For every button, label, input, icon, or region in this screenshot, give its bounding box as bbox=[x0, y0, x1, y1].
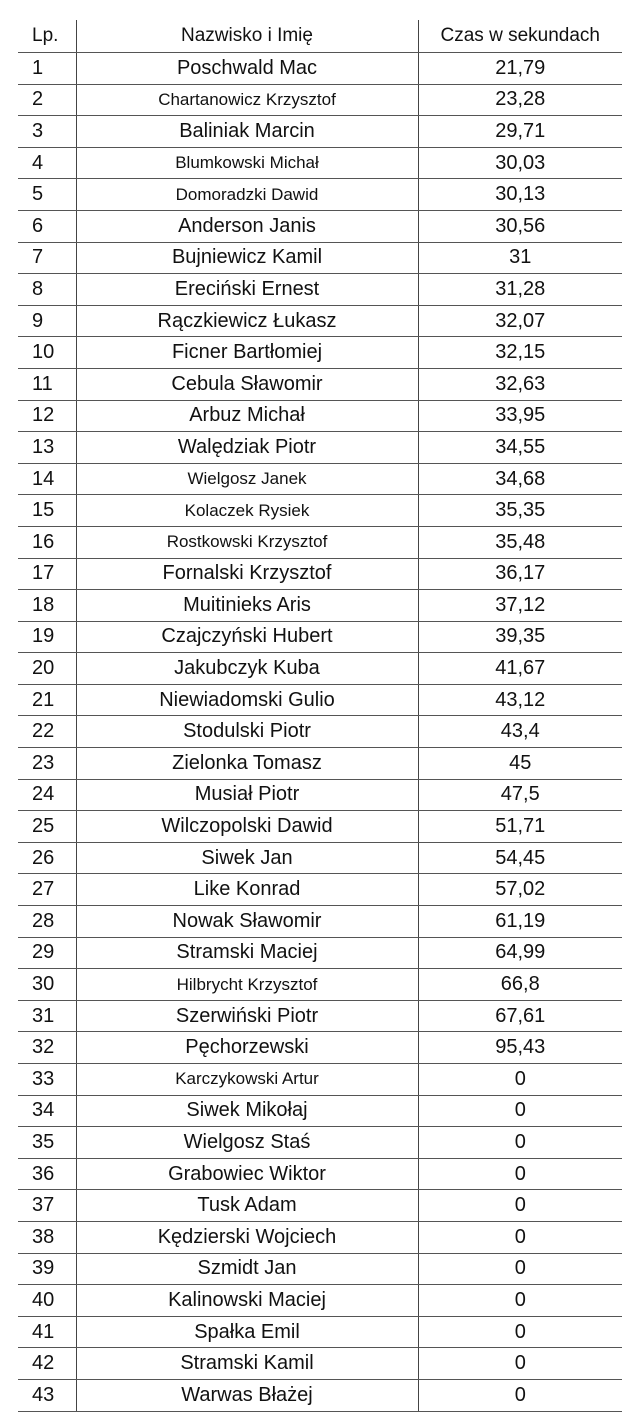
cell-lp: 20 bbox=[18, 653, 76, 685]
cell-time: 67,61 bbox=[418, 1000, 622, 1032]
table-row bbox=[18, 242, 622, 274]
cell-name: Muitinieks Aris bbox=[76, 590, 418, 622]
table-row bbox=[18, 1253, 622, 1285]
table-row bbox=[18, 1095, 622, 1127]
table-body bbox=[18, 53, 622, 1412]
cell-time: 35,35 bbox=[418, 495, 622, 527]
table-row bbox=[18, 1379, 622, 1411]
table-row bbox=[18, 716, 622, 748]
table-row bbox=[18, 906, 622, 938]
cell-name: Ereciński Ernest bbox=[76, 274, 418, 306]
cell-time: 66,8 bbox=[418, 969, 622, 1001]
table-row bbox=[18, 1158, 622, 1190]
table-row bbox=[18, 1316, 622, 1348]
cell-lp: 42 bbox=[18, 1348, 76, 1380]
cell-time: 39,35 bbox=[418, 621, 622, 653]
cell-lp: 14 bbox=[18, 463, 76, 495]
cell-time: 0 bbox=[418, 1095, 622, 1127]
cell-name: Niewiadomski Gulio bbox=[76, 684, 418, 716]
table-row bbox=[18, 53, 622, 85]
cell-lp: 25 bbox=[18, 811, 76, 843]
cell-time: 31,28 bbox=[418, 274, 622, 306]
cell-time: 41,67 bbox=[418, 653, 622, 685]
cell-lp: 26 bbox=[18, 842, 76, 874]
cell-lp: 13 bbox=[18, 432, 76, 464]
cell-lp: 28 bbox=[18, 906, 76, 938]
cell-lp: 3 bbox=[18, 116, 76, 148]
cell-name: Kędzierski Wojciech bbox=[76, 1221, 418, 1253]
cell-name: Ficner Bartłomiej bbox=[76, 337, 418, 369]
cell-lp: 8 bbox=[18, 274, 76, 306]
table-row bbox=[18, 811, 622, 843]
cell-name: Zielonka Tomasz bbox=[76, 748, 418, 780]
cell-lp: 18 bbox=[18, 590, 76, 622]
cell-lp: 15 bbox=[18, 495, 76, 527]
cell-name: Musiał Piotr bbox=[76, 779, 418, 811]
column-header-time: Czas w sekundach bbox=[418, 20, 622, 53]
table-row bbox=[18, 1032, 622, 1064]
cell-time: 21,79 bbox=[418, 53, 622, 85]
cell-time: 31 bbox=[418, 242, 622, 274]
cell-name: Wilczopolski Dawid bbox=[76, 811, 418, 843]
cell-name: Poschwald Mac bbox=[76, 53, 418, 85]
cell-name: Domoradzki Dawid bbox=[76, 179, 418, 211]
cell-time: 0 bbox=[418, 1253, 622, 1285]
cell-lp: 11 bbox=[18, 368, 76, 400]
cell-time: 35,48 bbox=[418, 526, 622, 558]
table-row bbox=[18, 274, 622, 306]
cell-time: 0 bbox=[418, 1285, 622, 1317]
cell-name: Arbuz Michał bbox=[76, 400, 418, 432]
cell-time: 0 bbox=[418, 1190, 622, 1222]
cell-name: Blumkowski Michał bbox=[76, 147, 418, 179]
cell-lp: 23 bbox=[18, 748, 76, 780]
cell-name: Baliniak Marcin bbox=[76, 116, 418, 148]
cell-lp: 29 bbox=[18, 937, 76, 969]
table-row bbox=[18, 1221, 622, 1253]
cell-time: 47,5 bbox=[418, 779, 622, 811]
cell-name: Nowak Sławomir bbox=[76, 906, 418, 938]
cell-name: Czajczyński Hubert bbox=[76, 621, 418, 653]
table-row bbox=[18, 1064, 622, 1096]
table-row bbox=[18, 748, 622, 780]
cell-time: 64,99 bbox=[418, 937, 622, 969]
cell-lp: 33 bbox=[18, 1064, 76, 1096]
table-row bbox=[18, 179, 622, 211]
cell-lp: 5 bbox=[18, 179, 76, 211]
table-row bbox=[18, 526, 622, 558]
cell-time: 36,17 bbox=[418, 558, 622, 590]
cell-name: Siwek Jan bbox=[76, 842, 418, 874]
cell-time: 33,95 bbox=[418, 400, 622, 432]
cell-time: 37,12 bbox=[418, 590, 622, 622]
cell-time: 0 bbox=[418, 1379, 622, 1411]
cell-lp: 41 bbox=[18, 1316, 76, 1348]
cell-name: Warwas Błażej bbox=[76, 1379, 418, 1411]
cell-lp: 27 bbox=[18, 874, 76, 906]
cell-time: 0 bbox=[418, 1348, 622, 1380]
cell-lp: 17 bbox=[18, 558, 76, 590]
table-row bbox=[18, 432, 622, 464]
cell-lp: 16 bbox=[18, 526, 76, 558]
cell-lp: 43 bbox=[18, 1379, 76, 1411]
cell-name: Stodulski Piotr bbox=[76, 716, 418, 748]
cell-time: 34,55 bbox=[418, 432, 622, 464]
table-row bbox=[18, 1348, 622, 1380]
cell-lp: 38 bbox=[18, 1221, 76, 1253]
cell-time: 32,63 bbox=[418, 368, 622, 400]
cell-name: Anderson Janis bbox=[76, 210, 418, 242]
cell-lp: 39 bbox=[18, 1253, 76, 1285]
cell-lp: 12 bbox=[18, 400, 76, 432]
cell-time: 57,02 bbox=[418, 874, 622, 906]
cell-name: Stramski Maciej bbox=[76, 937, 418, 969]
cell-name: Tusk Adam bbox=[76, 1190, 418, 1222]
cell-name: Chartanowicz Krzysztof bbox=[76, 84, 418, 116]
table-row bbox=[18, 1127, 622, 1159]
cell-time: 29,71 bbox=[418, 116, 622, 148]
cell-name: Karczykowski Artur bbox=[76, 1064, 418, 1096]
results-table bbox=[18, 20, 622, 1412]
table-row bbox=[18, 874, 622, 906]
cell-name: Jakubczyk Kuba bbox=[76, 653, 418, 685]
table-row bbox=[18, 305, 622, 337]
cell-lp: 4 bbox=[18, 147, 76, 179]
cell-name: Szerwiński Piotr bbox=[76, 1000, 418, 1032]
cell-time: 54,45 bbox=[418, 842, 622, 874]
table-row bbox=[18, 653, 622, 685]
cell-lp: 32 bbox=[18, 1032, 76, 1064]
cell-time: 34,68 bbox=[418, 463, 622, 495]
cell-name: Bujniewicz Kamil bbox=[76, 242, 418, 274]
cell-time: 32,07 bbox=[418, 305, 622, 337]
cell-time: 0 bbox=[418, 1221, 622, 1253]
cell-time: 43,4 bbox=[418, 716, 622, 748]
cell-name: Kalinowski Maciej bbox=[76, 1285, 418, 1317]
table-row bbox=[18, 1285, 622, 1317]
table-row bbox=[18, 969, 622, 1001]
cell-time: 0 bbox=[418, 1158, 622, 1190]
cell-time: 45 bbox=[418, 748, 622, 780]
table-row bbox=[18, 779, 622, 811]
table-row bbox=[18, 368, 622, 400]
cell-lp: 21 bbox=[18, 684, 76, 716]
cell-lp: 9 bbox=[18, 305, 76, 337]
cell-name: Rostkowski Krzysztof bbox=[76, 526, 418, 558]
cell-name: Fornalski Krzysztof bbox=[76, 558, 418, 590]
cell-lp: 19 bbox=[18, 621, 76, 653]
table-row bbox=[18, 116, 622, 148]
cell-name: Cebula Sławomir bbox=[76, 368, 418, 400]
cell-lp: 2 bbox=[18, 84, 76, 116]
cell-lp: 40 bbox=[18, 1285, 76, 1317]
cell-name: Hilbrycht Krzysztof bbox=[76, 969, 418, 1001]
cell-lp: 1 bbox=[18, 53, 76, 85]
cell-lp: 7 bbox=[18, 242, 76, 274]
cell-time: 32,15 bbox=[418, 337, 622, 369]
cell-name: Rączkiewicz Łukasz bbox=[76, 305, 418, 337]
cell-name: Walędziak Piotr bbox=[76, 432, 418, 464]
table-row bbox=[18, 621, 622, 653]
cell-lp: 10 bbox=[18, 337, 76, 369]
cell-time: 0 bbox=[418, 1127, 622, 1159]
cell-name: Like Konrad bbox=[76, 874, 418, 906]
table-row bbox=[18, 210, 622, 242]
table-row bbox=[18, 337, 622, 369]
table-row bbox=[18, 937, 622, 969]
cell-lp: 6 bbox=[18, 210, 76, 242]
table-row bbox=[18, 495, 622, 527]
cell-time: 30,03 bbox=[418, 147, 622, 179]
cell-time: 30,56 bbox=[418, 210, 622, 242]
table-row bbox=[18, 558, 622, 590]
table-header-row bbox=[18, 20, 622, 53]
table-row bbox=[18, 1190, 622, 1222]
cell-time: 51,71 bbox=[418, 811, 622, 843]
cell-time: 43,12 bbox=[418, 684, 622, 716]
cell-time: 30,13 bbox=[418, 179, 622, 211]
cell-name: Stramski Kamil bbox=[76, 1348, 418, 1380]
cell-time: 23,28 bbox=[418, 84, 622, 116]
cell-time: 0 bbox=[418, 1064, 622, 1096]
table-row bbox=[18, 590, 622, 622]
table-row bbox=[18, 463, 622, 495]
cell-lp: 22 bbox=[18, 716, 76, 748]
cell-name: Kolaczek Rysiek bbox=[76, 495, 418, 527]
cell-name: Siwek Mikołaj bbox=[76, 1095, 418, 1127]
cell-name: Pęchorzewski bbox=[76, 1032, 418, 1064]
table-row bbox=[18, 84, 622, 116]
column-header-name: Nazwisko i Imię bbox=[76, 20, 418, 53]
cell-lp: 36 bbox=[18, 1158, 76, 1190]
cell-name: Szmidt Jan bbox=[76, 1253, 418, 1285]
cell-lp: 24 bbox=[18, 779, 76, 811]
cell-time: 61,19 bbox=[418, 906, 622, 938]
table-row bbox=[18, 400, 622, 432]
column-header-lp: Lp. bbox=[18, 20, 76, 53]
cell-time: 0 bbox=[418, 1316, 622, 1348]
cell-name: Spałka Emil bbox=[76, 1316, 418, 1348]
cell-name: Grabowiec Wiktor bbox=[76, 1158, 418, 1190]
table-row bbox=[18, 684, 622, 716]
table-row bbox=[18, 1000, 622, 1032]
cell-name: Wielgosz Staś bbox=[76, 1127, 418, 1159]
cell-lp: 30 bbox=[18, 969, 76, 1001]
cell-lp: 31 bbox=[18, 1000, 76, 1032]
table-row bbox=[18, 147, 622, 179]
cell-lp: 37 bbox=[18, 1190, 76, 1222]
cell-time: 95,43 bbox=[418, 1032, 622, 1064]
cell-lp: 35 bbox=[18, 1127, 76, 1159]
cell-name: Wielgosz Janek bbox=[76, 463, 418, 495]
cell-lp: 34 bbox=[18, 1095, 76, 1127]
table-row bbox=[18, 842, 622, 874]
